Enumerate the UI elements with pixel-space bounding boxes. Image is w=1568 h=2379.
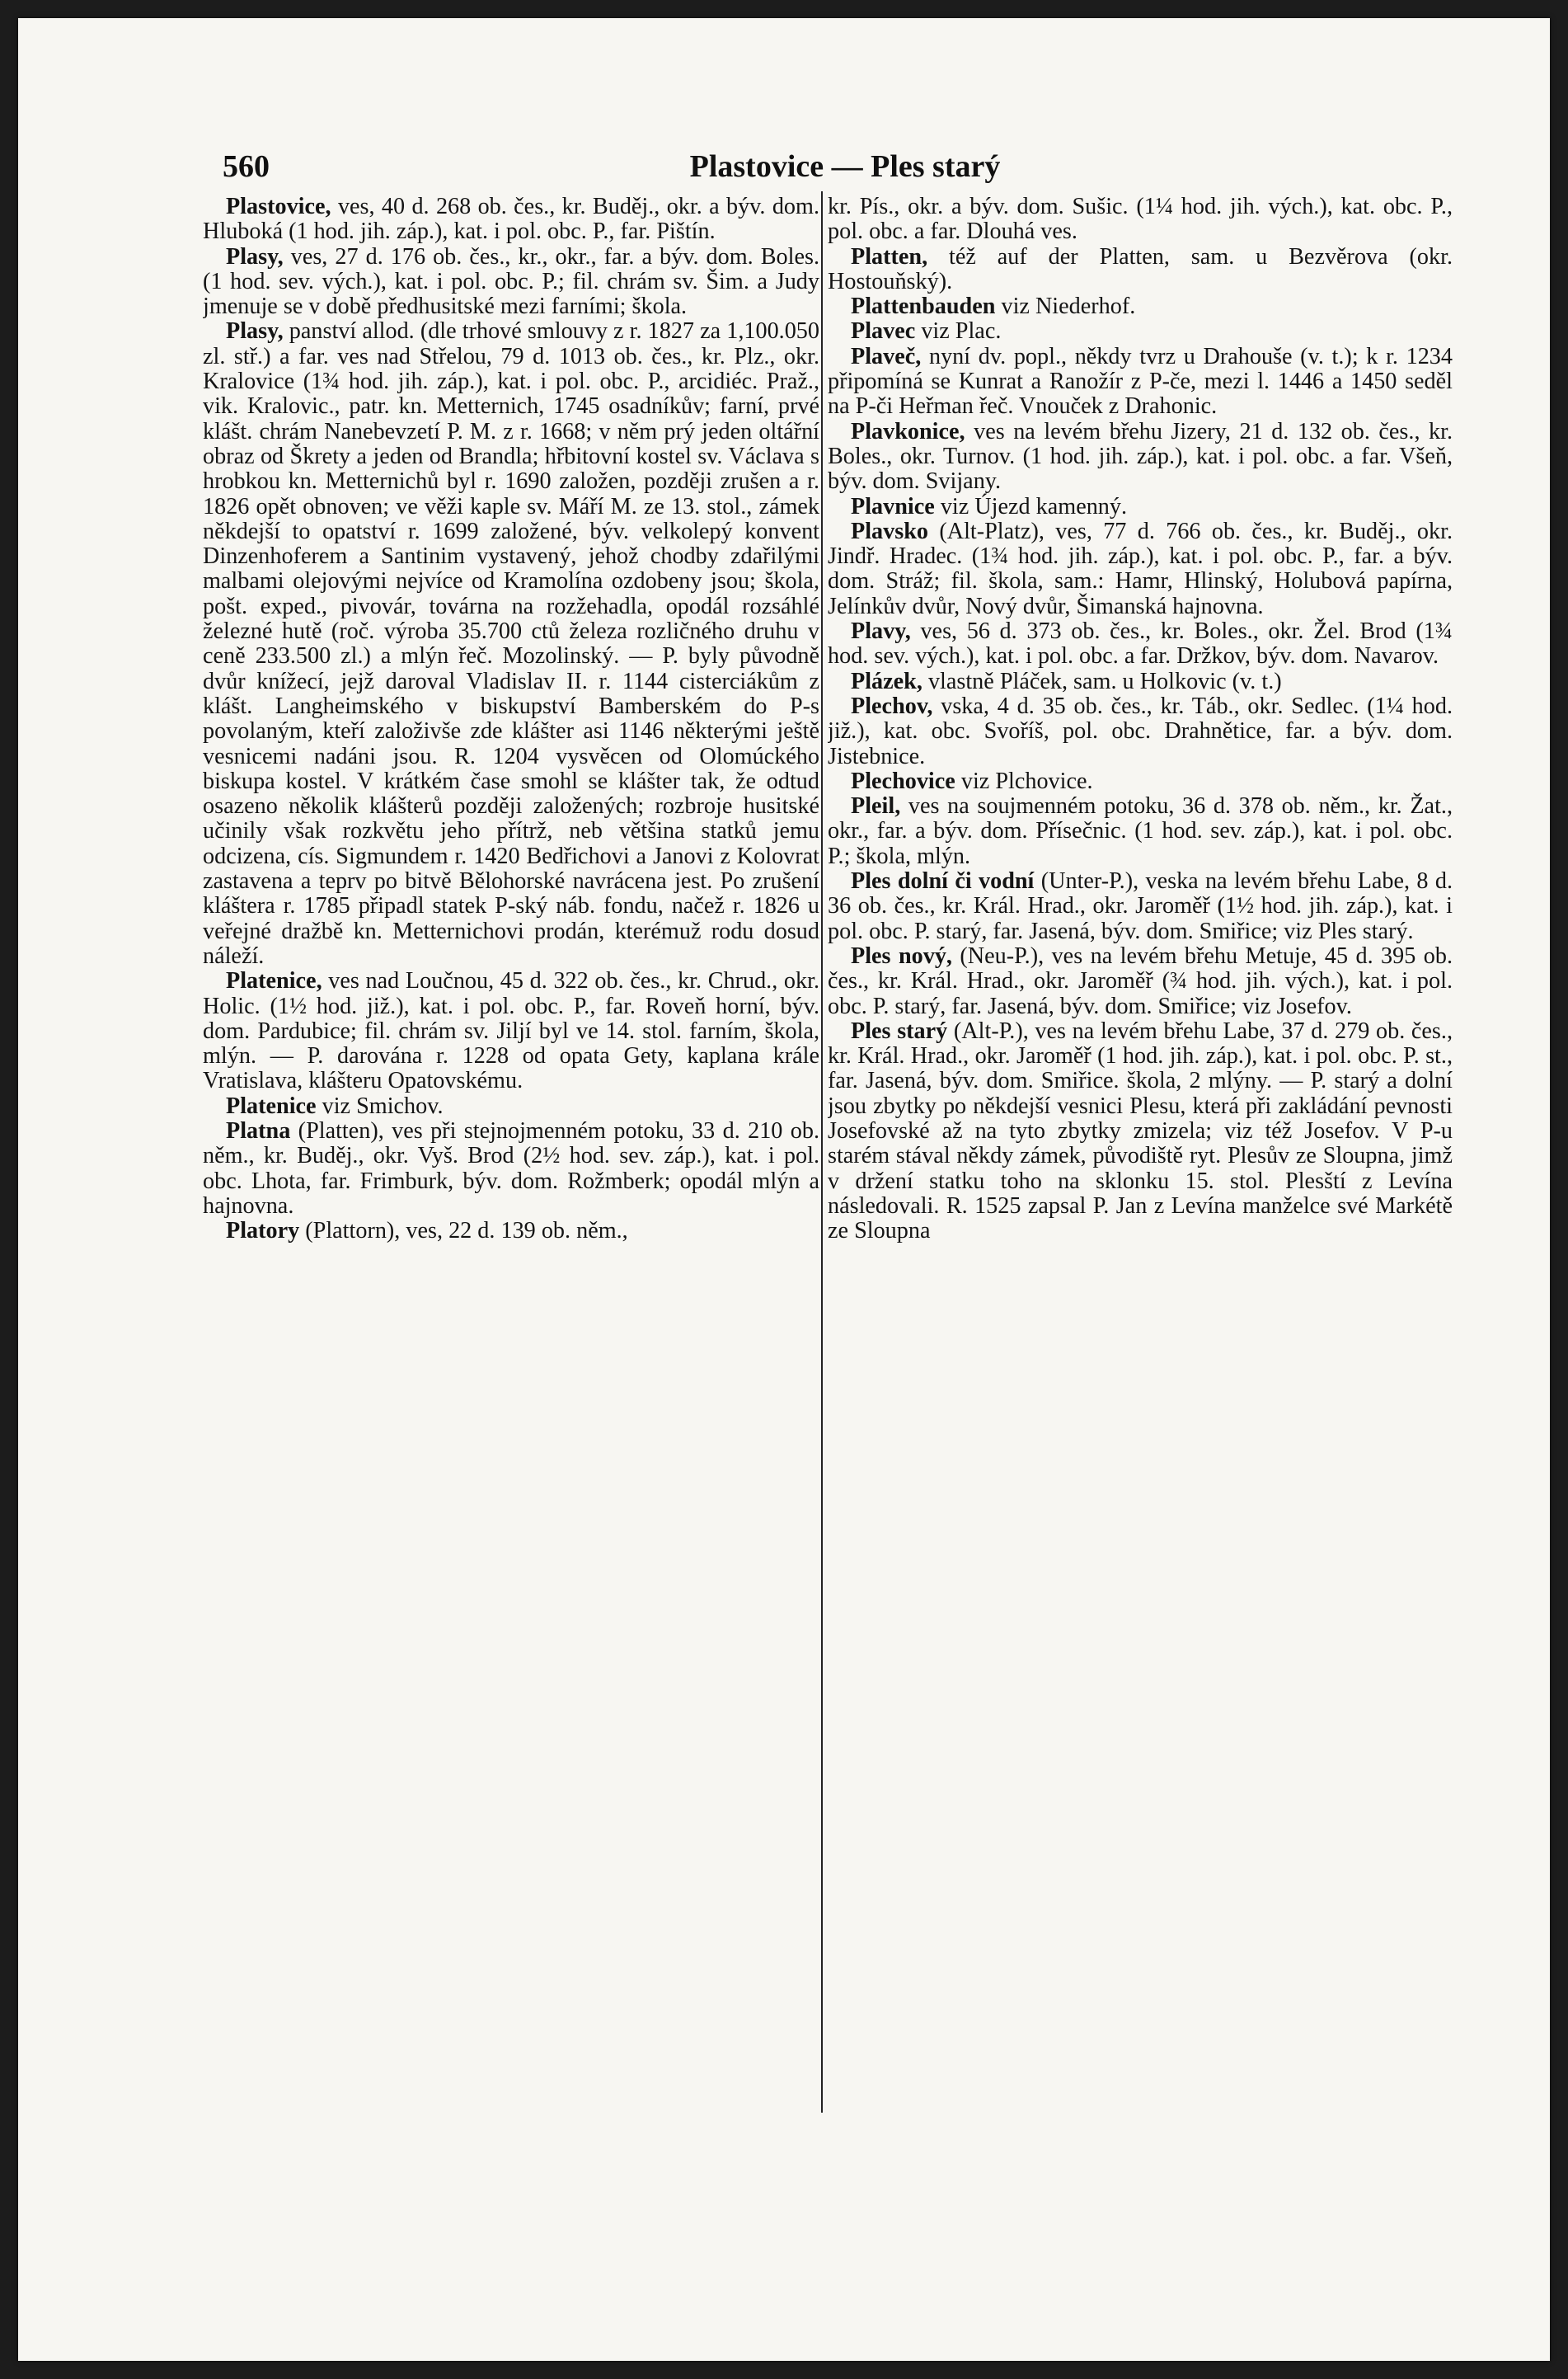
entry-body: kr. Pís., okr. a býv. dom. Sušic. (1¼ hod. jih. vých.), kat. obc. P., pol. obc. a far. Dlouhá ves.	[828, 195, 1453, 245]
entry-headword: Platory	[226, 1218, 300, 1244]
entry-body: (Plattorn), ves, 22 d. 139 ob. něm.,	[299, 1218, 628, 1244]
entry-headword: Platten,	[851, 243, 928, 270]
entry-body: ves na levém břehu Jizery, 21 d. 132 ob. čes., kr. Boles., okr. Turnov. (1 hod. jih. záp.), kat. i pol. obc. a far. Všeň, býv. dom. Svijany.	[828, 418, 1453, 495]
entry-headword: Plechovice	[851, 768, 955, 794]
entry-body: (Alt-P.), ves na levém břehu Labe, 37 d. 279 ob. čes., kr. Král. Hrad., okr. Jaroměř (1 hod. jih. záp.), kat. i pol. obc. P. st., far. Jasená, býv. dom. Smiřice. škola, 2 mlýny. — P. starý a dolní jsou zbytky po někdejší vesnici Plesu, která při zakládání pevnosti Josefovské až na tyto zbytky zmizela; viz též Josefov. V P-u starém stával někdy zámek, původiště ryt. Plesův ze Sloupna, jimž v držení statku toho na sklonku 15. stol. Plesští z Levína následovali. R. 1525 zapsal P. Jan z Levína manželce své Markétě ze Sloupna	[828, 1018, 1453, 1244]
dictionary-entry	[828, 619, 1453, 670]
entry-headword: Platenice,	[226, 968, 322, 994]
dictionary-entry	[828, 495, 1453, 520]
entry-headword: Plattenbauden	[851, 294, 996, 320]
dictionary-entry	[203, 1094, 819, 1119]
entry-body: viz Smichov.	[316, 1093, 444, 1119]
entry-body: (Neu-P.), ves na levém břehu Metuje, 45 d. 395 ob. čes., kr. Král. Hrad., okr. Jaroměř (¾ hod. jih. vých.), kat. i pol. obc. P. starý, far. Jasená, býv. dom. Smiřice; viz Josefov.	[828, 943, 1453, 1019]
dictionary-entry	[828, 195, 1453, 245]
entry-body: ves, 40 d. 268 ob. čes., kr. Buděj., okr. a býv. dom. Hluboká (1 hod. jih. záp.), kat. i pol. obc. P., far. Pištín.	[203, 195, 819, 245]
dictionary-entry	[203, 1219, 819, 1244]
left-column	[203, 195, 819, 2108]
entry-body: ves, 56 d. 373 ob. čes., kr. Boles., okr. Žel. Brod (1¾ hod. sev. vých.), kat. i pol. obc. a far. Držkov, býv. dom. Navarov.	[828, 618, 1453, 670]
dictionary-entry	[828, 869, 1453, 944]
dictionary-entry	[828, 1019, 1453, 1244]
entry-headword: Ples starý	[851, 1018, 948, 1044]
entry-body: (Unter-P.), veska na levém břehu Labe, 8 d. 36 ob. čes., kr. Král. Hrad., okr. Jaroměř (1½ hod. jih. záp.), kat. i pol. obc. P. starý, far. Jasená, býv. dom. Smiřice; viz Ples starý.	[828, 868, 1453, 944]
entry-headword: Plastovice,	[226, 195, 331, 219]
dictionary-entry	[828, 794, 1453, 869]
dictionary-entry	[828, 420, 1453, 495]
entry-headword: Plavsko	[851, 518, 928, 544]
dictionary-entry	[828, 319, 1453, 344]
entry-headword: Plaveč,	[851, 343, 922, 369]
entry-headword: Platenice	[226, 1093, 317, 1119]
entry-headword: Plavec	[851, 318, 916, 345]
entry-body: vlastně Pláček, sam. u Holkovic (v. t.)	[922, 668, 1282, 694]
entry-headword: Plasy,	[226, 318, 284, 345]
entry-headword: Plavkonice,	[851, 418, 965, 444]
entry-body: ves nad Loučnou, 45 d. 322 ob. čes., kr. Chrud., okr. Holic. (1½ hod. již.), kat. i pol. obc. P., far. Roveň horní, býv. dom. Pardubice; fil. chrám sv. Jiljí byl ve 14. stol. farním, škola, mlýn. — P. darována r. 1228 od opata Gety, kaplana krále Vratislava, klášteru Opatovskému.	[203, 968, 819, 1094]
dictionary-entry	[203, 245, 819, 320]
dictionary-entry	[828, 345, 1453, 420]
dictionary-entry	[828, 670, 1453, 694]
dictionary-entry	[203, 195, 819, 245]
entry-body: (Alt-Platz), ves, 77 d. 766 ob. čes., kr. Buděj., okr. Jindř. Hradec. (1¾ hod. jih. záp.), kat. i pol. obc. P., far. a býv. dom. Stráž; fil. škola, sam.: Hamr, Hlinský, Holubová papírna, Jelínkův dvůr, Nový dvůr, Šimanská hajnovna.	[828, 518, 1453, 619]
entry-headword: Ples dolní či vodní	[851, 868, 1035, 895]
entry-headword: Plechov,	[851, 693, 933, 719]
entry-headword: Plavnice	[851, 493, 935, 520]
entry-headword: Plavy,	[851, 618, 911, 645]
entry-headword: Plázek,	[851, 668, 922, 694]
entry-headword: Ples nový,	[851, 943, 952, 969]
dictionary-entry	[828, 944, 1453, 1019]
entry-body: viz Niederhof.	[995, 294, 1136, 320]
right-column	[828, 195, 1453, 2108]
entry-body: viz Újezd kamenný.	[934, 493, 1128, 520]
entry-body: panství allod. (dle trhové smlouvy z r. 1827 za 1,100.050 zl. stř.) a far. ves nad Střelou, 79 d. 1013 ob. čes., kr. Plz., okr. Kralovice (1¾ hod. jih. záp.), kat. i pol. obc. P., arcidiéc. Praž., vik. Kralovic., patr. kn. Metternich, 1745 osadníkův; farní, prvé klášt. chrám Nanebevzetí P. M. z r. 1668; v něm prý jeden oltářní obraz od Škrety a jeden od Brandla; hřbitovní kostel sv. Václava s hrobkou kn. Metternichů byl r. 1690 založen, později zrušen a r. 1826 opět obnoven; ve věži kaple sv. Máří M. ze 13. stol., zámek někdejší to opatství r. 1699 založené, býv. velkolepý konvent Dinzenhoferem a Santinim vystavený, jehož chodby zdařilými malbami olejovými nejvíce od Kramolína ozdobeny jsou; škola, pošt. exped., pivovár, továrna na rozžehadla, opodál rozsáhlé železné hutě (roč. výroba 35.700 ctů železa rozličného druhu v ceně 233.500 zl.) a mlýn řeč. Mozolinský. — P. byly původně dvůr knížecí, jejž daroval Vladislav II. r. 1144 cisterciákům z klášt. Langheimského v biskupství Bamberském do P-s povolaným, kteří založivše zde klášter asi 1146 některými ještě vesnicemi nadáni jsou. R. 1204 vysvěcen od Olomúckého biskupa kostel. V krátkém čase smohl se klášter tak, že odtud osazeno několik klášterů později založených; rozbroje husitské učinily však rozkvětu jeho přítrž, neb většina statků jemu odcizena, cís. Sigmundem r. 1420 Bedřichovi a Janovi z Kolovrat zastavena a teprv po bitvě Bělohorské navrácena jest. Po zrušení kláštera r. 1785 připadl statek P-ský náb. fondu, načež r. 1826 u veřejné dražbě kn. Metternichovi prodán, kterémuž rodu dosud náleží.	[203, 318, 819, 969]
running-header	[223, 148, 1467, 190]
entry-body: ves na soujmenném potoku, 36 d. 378 ob. něm., kr. Žat., okr., far. a býv. dom. Přísečnic. (1 hod. sev. záp.), kat. i pol. obc. P.; škola, mlýn.	[828, 793, 1453, 869]
entry-body: ves, 27 d. 176 ob. čes., kr., okr., far. a býv. dom. Boles. (1 hod. sev. vých.), kat. i pol. obc. P.; fil. chrám sv. Šim. a Judy jmenuje se v době předhusitské mezi farními; škola.	[203, 243, 819, 320]
entry-body: (Platten), ves při stejnojmenném potoku, 33 d. 210 ob. něm., kr. Buděj., okr. Vyš. Brod (2½ hod. sev. záp.), kat. i pol. obc. Lhota, far. Frimburk, býv. dom. Rožmberk; opodál mlýn a hajnovna.	[203, 1117, 819, 1219]
dictionary-entry	[203, 1119, 819, 1219]
page-number: 560	[223, 149, 270, 184]
entry-body: též auf der Platten, sam. u Bezvěrova (okr. Hostouňský).	[828, 243, 1453, 294]
dictionary-entry	[203, 969, 819, 1093]
dictionary-entry	[828, 769, 1453, 794]
entry-headword: Platna	[226, 1117, 291, 1144]
dictionary-entry	[828, 294, 1453, 319]
entry-headword: Pleil,	[851, 793, 901, 820]
dictionary-entry	[203, 319, 819, 969]
dictionary-entry	[828, 520, 1453, 619]
dictionary-entry	[828, 694, 1453, 769]
entry-headword: Plasy,	[226, 243, 284, 270]
entry-body: nyní dv. popl., někdy tvrz u Drahouše (v. t.); k r. 1234 připomíná se Kunrat a Ranožír z P-če, mezi l. 1446 a 1450 seděl na P-či Heřman řeč. Vnouček z Drahonic.	[828, 343, 1453, 420]
page-title: Plastovice — Ples starý	[689, 149, 1001, 184]
column-divider	[821, 191, 823, 2113]
entry-body: viz Plac.	[915, 318, 1002, 345]
entry-body: viz Plchovice.	[955, 768, 1093, 794]
entry-body: vska, 4 d. 35 ob. čes., kr. Táb., okr. Sedlec. (1¼ hod. již.), kat. obc. Svoříš, pol. obc. Drahnětice, far. a býv. dom. Jistebnice.	[828, 693, 1453, 769]
dictionary-entry	[828, 245, 1453, 295]
